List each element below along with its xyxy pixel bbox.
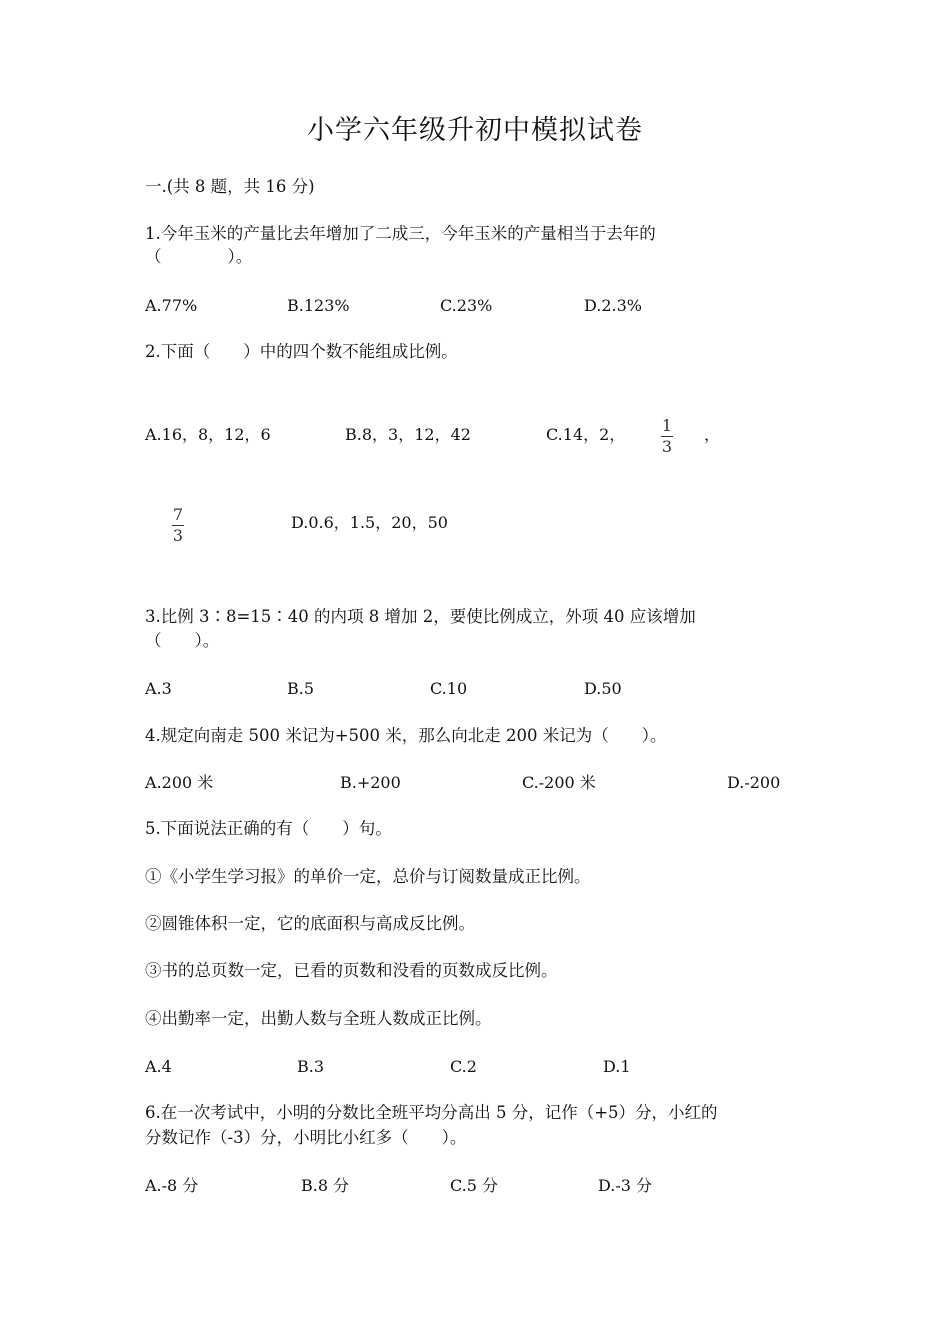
question-6-option-b: B.8 分 — [301, 1176, 350, 1195]
question-3-text: 3.比例 3∶8=15∶40 的内项 8 增加 2，要使比例成立，外项 40 应该增加 — [145, 607, 696, 626]
question-3-option-d: D.50 — [584, 679, 622, 698]
question-5-statement-3: ③书的总页数一定，已看的页数和没看的页数成反比例。 — [145, 961, 558, 980]
fraction-denominator: 3 — [172, 526, 184, 545]
question-3-option-b: B.5 — [287, 679, 315, 698]
question-5-option-d: D.1 — [603, 1057, 631, 1076]
fraction-one-third — [661, 418, 673, 455]
question-6-text-line-1: 6.在一次考试中，小明的分数比全班平均分高出 5 分，记作（+5）分，小红的 — [145, 1103, 718, 1122]
question-2-option-b: B.8，3，12，42 — [345, 425, 471, 444]
question-6-text-line-2: 分数记作（-3）分，小明比小红多（ ）。 — [145, 1128, 467, 1147]
section-header: 一.(共 8 题，共 16 分) — [145, 177, 315, 196]
question-2-text: 2.下面（ ）中的四个数不能组成比例。 — [145, 342, 458, 361]
question-5-statement-2: ②圆锥体积一定，它的底面积与高成反比例。 — [145, 914, 475, 933]
question-5-option-c: C.2 — [450, 1057, 477, 1076]
fraction-denominator: 3 — [661, 437, 673, 456]
question-1-option-a: A.77% — [145, 296, 198, 315]
question-1-blank: （ ）。 — [145, 247, 253, 266]
fraction-numerator: 1 — [661, 416, 673, 435]
question-5-statement-1: ①《小学生学习报》的单价一定，总价与订阅数量成正比例。 — [145, 867, 591, 886]
question-2-comma: ， — [704, 425, 721, 444]
question-1-text: 1.今年玉米的产量比去年增加了二成三，今年玉米的产量相当于去年的 — [145, 224, 656, 243]
question-4-option-c: C.-200 米 — [522, 773, 596, 792]
question-6-option-c: C.5 分 — [450, 1176, 499, 1195]
question-1-option-d: D.2.3% — [584, 296, 642, 315]
question-2-option-c: C.14，2， — [546, 425, 626, 444]
question-3-option-c: C.10 — [430, 679, 468, 698]
question-2-option-d: D.0.6，1.5，20，50 — [291, 513, 448, 532]
question-5-text: 5.下面说法正确的有（ ）句。 — [145, 819, 392, 838]
question-6-option-d: D.-3 分 — [598, 1176, 653, 1195]
question-5-option-b: B.3 — [297, 1057, 325, 1076]
question-4-text: 4.规定向南走 500 米记为+500 米，那么向北走 200 米记为（ ）。 — [145, 726, 667, 745]
question-6-option-a: A.-8 分 — [145, 1176, 199, 1195]
question-3-blank: （ ）。 — [145, 631, 220, 650]
question-3-option-a: A.3 — [145, 679, 172, 698]
question-2-option-a: A.16，8，12，6 — [145, 425, 271, 444]
fraction-numerator: 7 — [172, 505, 184, 524]
question-5-statement-4: ④出勤率一定，出勤人数与全班人数成正比例。 — [145, 1009, 492, 1028]
fraction-seven-thirds — [172, 507, 184, 544]
question-1-option-c: C.23% — [440, 296, 493, 315]
question-4-option-d: D.-200 — [727, 773, 781, 792]
question-5-option-a: A.4 — [145, 1057, 172, 1076]
question-4-option-b: B.+200 — [340, 773, 401, 792]
question-4-option-a: A.200 米 — [145, 773, 214, 792]
question-1-option-b: B.123% — [287, 296, 350, 315]
page-title: 小学六年级升初中模拟试卷 — [307, 115, 643, 146]
